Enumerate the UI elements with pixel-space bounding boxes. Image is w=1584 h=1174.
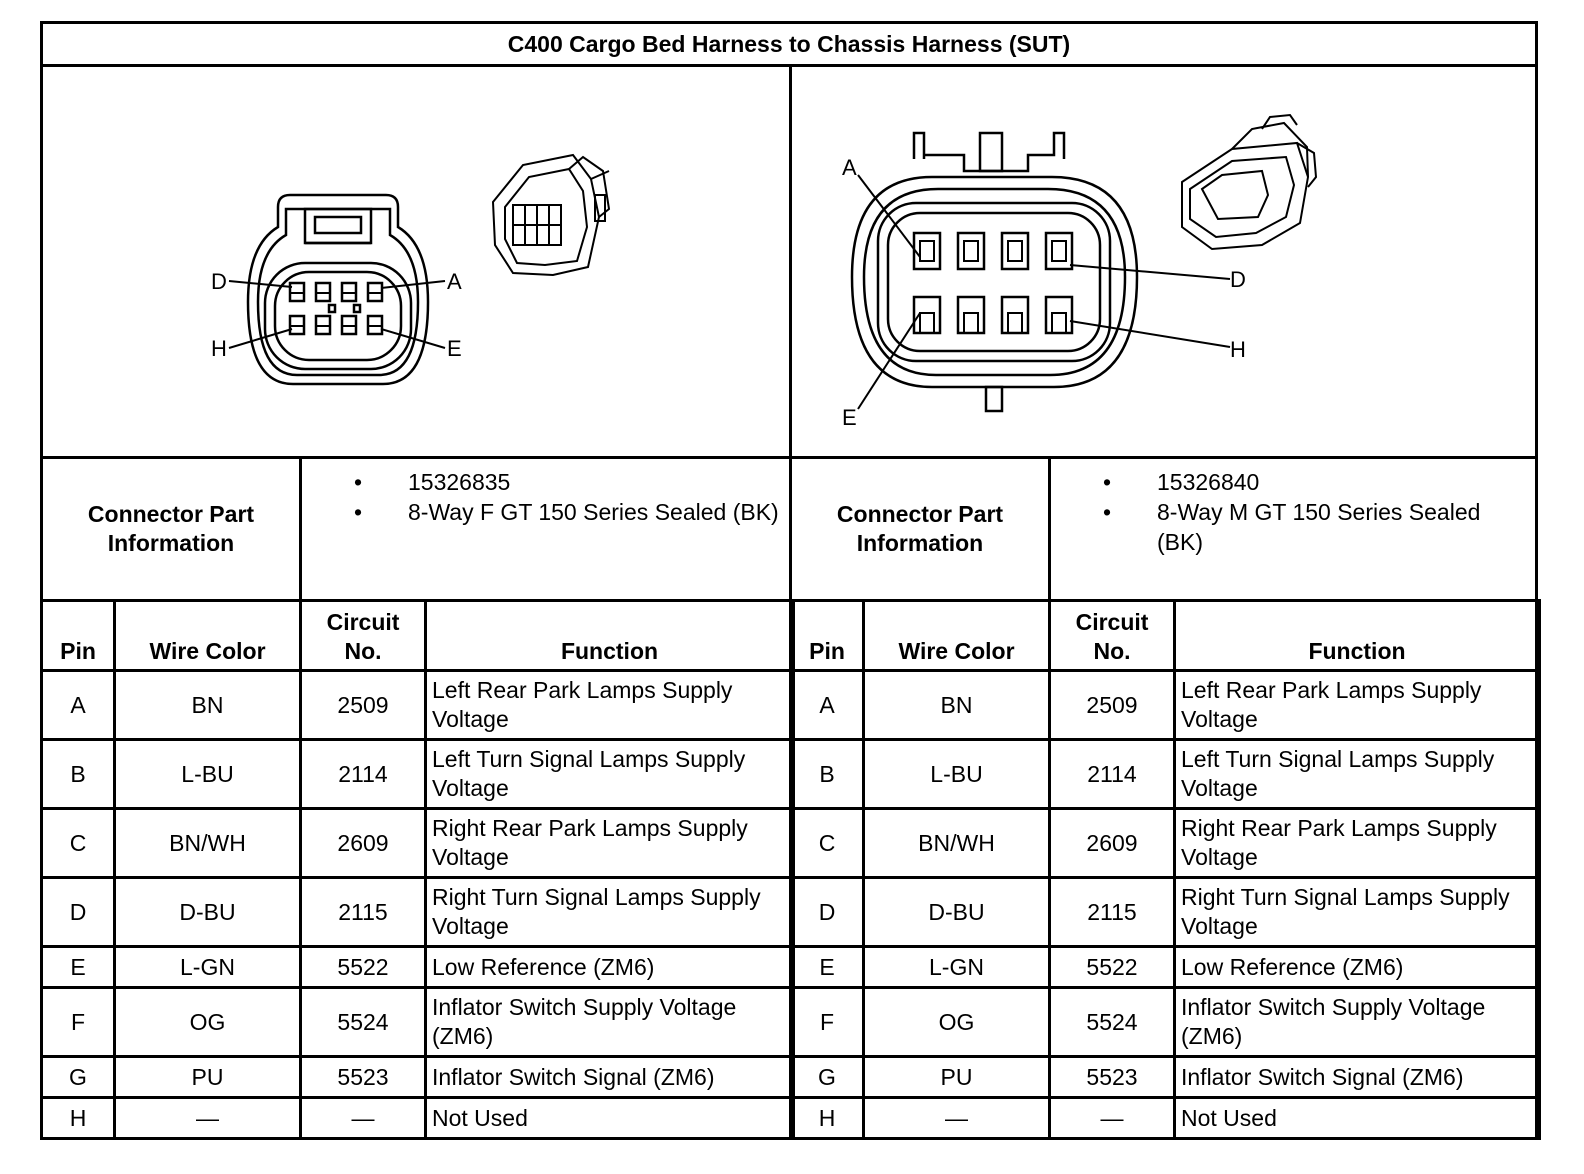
male-connector-3d-icon — [1182, 115, 1316, 249]
function-cell: Inflator Switch Signal (ZM6) — [426, 1057, 794, 1098]
function-cell: Left Rear Park Lamps Supply Voltage — [1175, 671, 1540, 740]
pin-cell: D — [791, 878, 864, 947]
function-cell: Left Turn Signal Lamps Supply Voltage — [426, 740, 794, 809]
circuit-cell: 5524 — [301, 988, 426, 1057]
pin-label-h: H — [1230, 337, 1246, 362]
pin-row — [42, 878, 794, 947]
part-number: • 15326840 — [1051, 467, 1531, 497]
pin-cell: E — [791, 947, 864, 988]
pin-row — [791, 1098, 1540, 1139]
header-function: Function — [426, 601, 794, 671]
wire-color-cell: L-GN — [864, 947, 1050, 988]
pin-cell: B — [791, 740, 864, 809]
header-wire-color: Wire Color — [864, 601, 1050, 671]
pin-row — [791, 809, 1540, 878]
pin-row — [42, 809, 794, 878]
wire-color-cell: OG — [115, 988, 301, 1057]
circuit-cell: 2609 — [1050, 809, 1175, 878]
pin-cell: E — [42, 947, 115, 988]
pin-cell: A — [42, 671, 115, 740]
header-circuit-no: Circuit No. — [301, 601, 426, 671]
female-connector-3d-icon — [493, 155, 609, 275]
pin-cell: G — [791, 1057, 864, 1098]
female-connector-pane — [43, 67, 789, 456]
pin-row — [791, 878, 1540, 947]
header-pin: Pin — [42, 601, 115, 671]
pin-cell: C — [791, 809, 864, 878]
function-cell: Low Reference (ZM6) — [426, 947, 794, 988]
pin-row — [42, 988, 794, 1057]
pin-label-h: H — [211, 336, 227, 361]
wire-color-cell: BN — [864, 671, 1050, 740]
circuit-cell: — — [1050, 1098, 1175, 1139]
pin-row — [42, 1057, 794, 1098]
pin-label-e: E — [447, 336, 462, 361]
pinout-table-female — [40, 599, 795, 1140]
function-cell: Left Rear Park Lamps Supply Voltage — [426, 671, 794, 740]
wire-color-cell: D-BU — [864, 878, 1050, 947]
wire-color-cell: PU — [864, 1057, 1050, 1098]
wire-color-cell: — — [115, 1098, 301, 1139]
function-cell: Not Used — [426, 1098, 794, 1139]
function-cell: Right Rear Park Lamps Supply Voltage — [426, 809, 794, 878]
header-wire-color: Wire Color — [115, 601, 301, 671]
pin-label-a: A — [447, 269, 462, 294]
pinout-sheet — [40, 21, 1538, 1140]
pin-cell: G — [42, 1057, 115, 1098]
function-cell: Low Reference (ZM6) — [1175, 947, 1540, 988]
circuit-cell: 2114 — [1050, 740, 1175, 809]
pin-row — [791, 988, 1540, 1057]
pin-row — [42, 740, 794, 809]
function-cell: Left Turn Signal Lamps Supply Voltage — [1175, 740, 1540, 809]
pin-cell: F — [791, 988, 864, 1057]
pin-cell: A — [791, 671, 864, 740]
header-pin: Pin — [791, 601, 864, 671]
male-connector-diagram — [792, 67, 1535, 456]
header-circuit-no: Circuit No. — [1050, 601, 1175, 671]
circuit-cell: 5522 — [301, 947, 426, 988]
function-cell: Inflator Switch Supply Voltage (ZM6) — [426, 988, 794, 1057]
circuit-cell: 5523 — [301, 1057, 426, 1098]
pin-cell: D — [42, 878, 115, 947]
circuit-cell: 5524 — [1050, 988, 1175, 1057]
function-cell: Right Turn Signal Lamps Supply Voltage — [1175, 878, 1540, 947]
wire-color-cell: L-BU — [864, 740, 1050, 809]
pin-row — [42, 1098, 794, 1139]
part-info-list — [1051, 467, 1531, 557]
wire-color-cell: — — [864, 1098, 1050, 1139]
circuit-cell: 2114 — [301, 740, 426, 809]
header-function: Function — [1175, 601, 1540, 671]
wire-color-cell: D-BU — [115, 878, 301, 947]
pin-cell: H — [791, 1098, 864, 1139]
pin-row — [791, 1057, 1540, 1098]
function-cell: Not Used — [1175, 1098, 1540, 1139]
connector-title: C400 Cargo Bed Harness to Chassis Harness (SUT) — [43, 24, 1535, 67]
pin-cell: F — [42, 988, 115, 1057]
circuit-cell: — — [301, 1098, 426, 1139]
wire-color-cell: L-GN — [115, 947, 301, 988]
wire-color-cell: OG — [864, 988, 1050, 1057]
pin-label-a: A — [842, 155, 857, 180]
connector-part-info-label: Connector Part Information — [87, 501, 255, 556]
circuit-cell: 5522 — [1050, 947, 1175, 988]
pinout-table-male — [789, 599, 1541, 1140]
connector-description: • 8-Way F GT 150 Series Sealed (BK) — [302, 497, 782, 527]
wire-color-cell: BN — [115, 671, 301, 740]
wire-color-cell: BN/WH — [864, 809, 1050, 878]
part-info-list — [302, 467, 782, 527]
circuit-cell: 2509 — [1050, 671, 1175, 740]
connector-description: • 8-Way M GT 150 Series Sealed (BK) — [1051, 497, 1531, 557]
male-connector-pane — [792, 67, 1535, 456]
female-connector-diagram — [43, 67, 789, 456]
pin-label-d: D — [211, 269, 227, 294]
function-cell: Right Rear Park Lamps Supply Voltage — [1175, 809, 1540, 878]
function-cell: Right Turn Signal Lamps Supply Voltage — [426, 878, 794, 947]
wire-color-cell: L-BU — [115, 740, 301, 809]
pin-label-e: E — [842, 405, 857, 430]
circuit-cell: 2609 — [301, 809, 426, 878]
pin-row — [42, 671, 794, 740]
pin-row — [791, 671, 1540, 740]
circuit-cell: 5523 — [1050, 1057, 1175, 1098]
wire-color-cell: PU — [115, 1057, 301, 1098]
pin-row — [42, 947, 794, 988]
pin-cell: H — [42, 1098, 115, 1139]
connector-part-info-label: Connector Part Information — [836, 501, 1004, 556]
circuit-cell: 2509 — [301, 671, 426, 740]
pin-cell: C — [42, 809, 115, 878]
circuit-cell: 2115 — [1050, 878, 1175, 947]
part-number: • 15326835 — [302, 467, 782, 497]
pin-label-d: D — [1230, 267, 1246, 292]
pin-cell: B — [42, 740, 115, 809]
function-cell: Inflator Switch Supply Voltage (ZM6) — [1175, 988, 1540, 1057]
wire-color-cell: BN/WH — [115, 809, 301, 878]
pin-row — [791, 947, 1540, 988]
function-cell: Inflator Switch Signal (ZM6) — [1175, 1057, 1540, 1098]
pin-row — [791, 740, 1540, 809]
circuit-cell: 2115 — [301, 878, 426, 947]
